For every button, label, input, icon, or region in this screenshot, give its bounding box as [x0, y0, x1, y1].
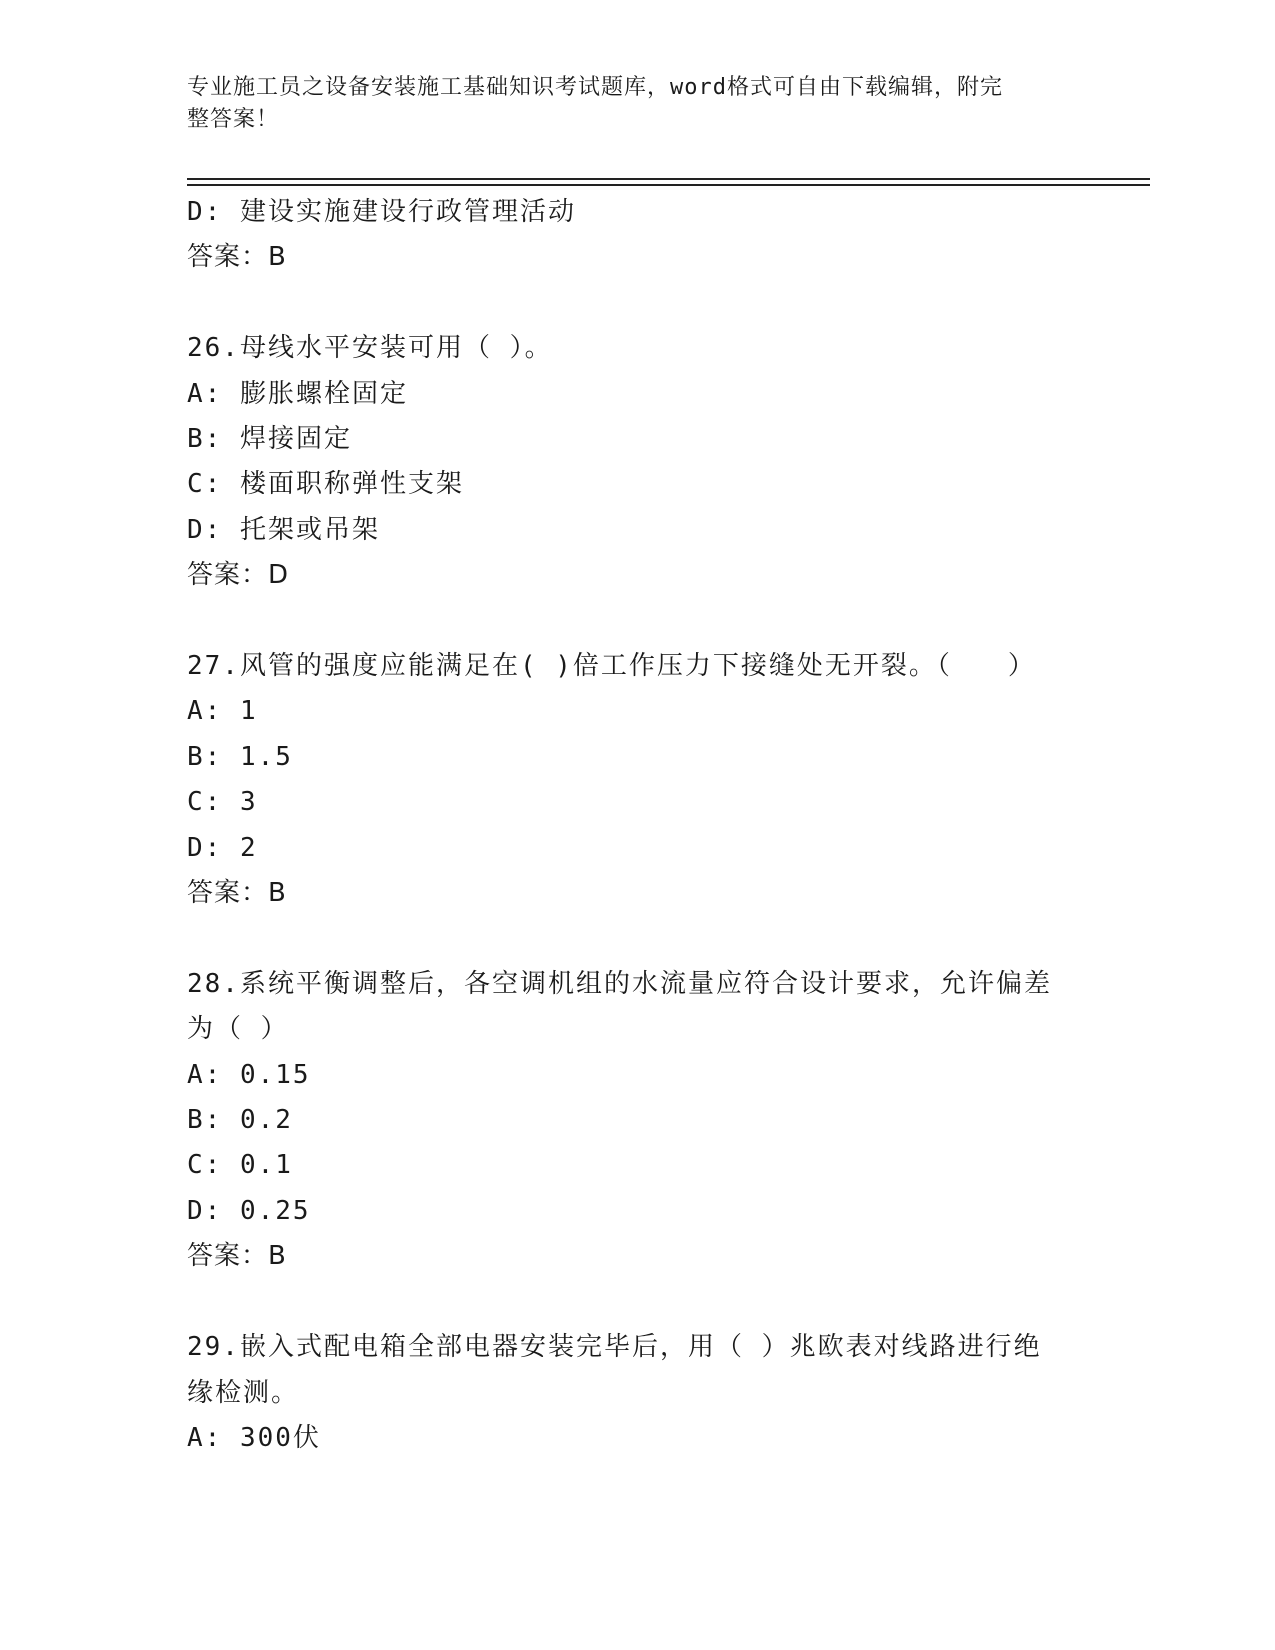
header-line-1: 专业施工员之设备安装施工基础知识考试题库，word格式可自由下载编辑，附完 [187, 75, 1003, 100]
option-c: C: 0.1 [187, 1150, 293, 1181]
spacer [187, 599, 1087, 644]
answer: 答案：B [187, 1241, 287, 1272]
option-a: A: 0.15 [187, 1059, 311, 1090]
option-d: D: 0.25 [187, 1195, 311, 1226]
spacer [187, 916, 1087, 961]
option-d: D: 托架或吊架 [187, 514, 380, 545]
question-28 [187, 962, 1087, 1280]
answer: 答案：B [187, 878, 287, 909]
option-b: B: 1.5 [187, 741, 293, 772]
option-c: C: 楼面职称弹性支架 [187, 469, 464, 500]
spacer [187, 1280, 1087, 1325]
answer: 答案：B [187, 242, 287, 273]
header-line-2: 整答案！ [187, 107, 280, 132]
option-b: B: 焊接固定 [187, 424, 352, 455]
option-d: D: 建设实施建设行政管理活动 [187, 197, 576, 227]
option-b: B: 0.2 [187, 1105, 293, 1136]
question-stem-line-1: 29.嵌入式配电箱全部电器安装完毕后，用（ ）兆欧表对线路进行绝 [187, 1332, 1042, 1363]
question-26 [187, 326, 1087, 598]
question-29 [187, 1325, 1087, 1461]
question-27 [187, 644, 1087, 916]
option-a: A: 膨胀螺栓固定 [187, 378, 408, 409]
question-stem-line-1: 28.系统平衡调整后，各空调机组的水流量应符合设计要求，允许偏差 [187, 968, 1052, 999]
question-stem: 27.风管的强度应能满足在( )倍工作压力下接缝处无开裂。（ ） [187, 651, 1036, 682]
option-d: D: 2 [187, 832, 258, 863]
question-stem-line-2: 为（ ） [187, 1014, 289, 1045]
option-a: A: 300伏 [187, 1422, 321, 1453]
question-stem-line-2: 缘检测。 [187, 1377, 300, 1408]
header-divider-bottom [187, 184, 1150, 186]
answer: 答案：D [187, 560, 290, 591]
option-c: C: 3 [187, 787, 258, 818]
document-header [187, 72, 1067, 136]
option-a: A: 1 [187, 696, 258, 727]
question-list [187, 190, 1087, 1461]
header-divider-top [187, 178, 1150, 180]
question-stem: 26.母线水平安装可用（ ）。 [187, 333, 553, 364]
spacer [187, 281, 1087, 326]
